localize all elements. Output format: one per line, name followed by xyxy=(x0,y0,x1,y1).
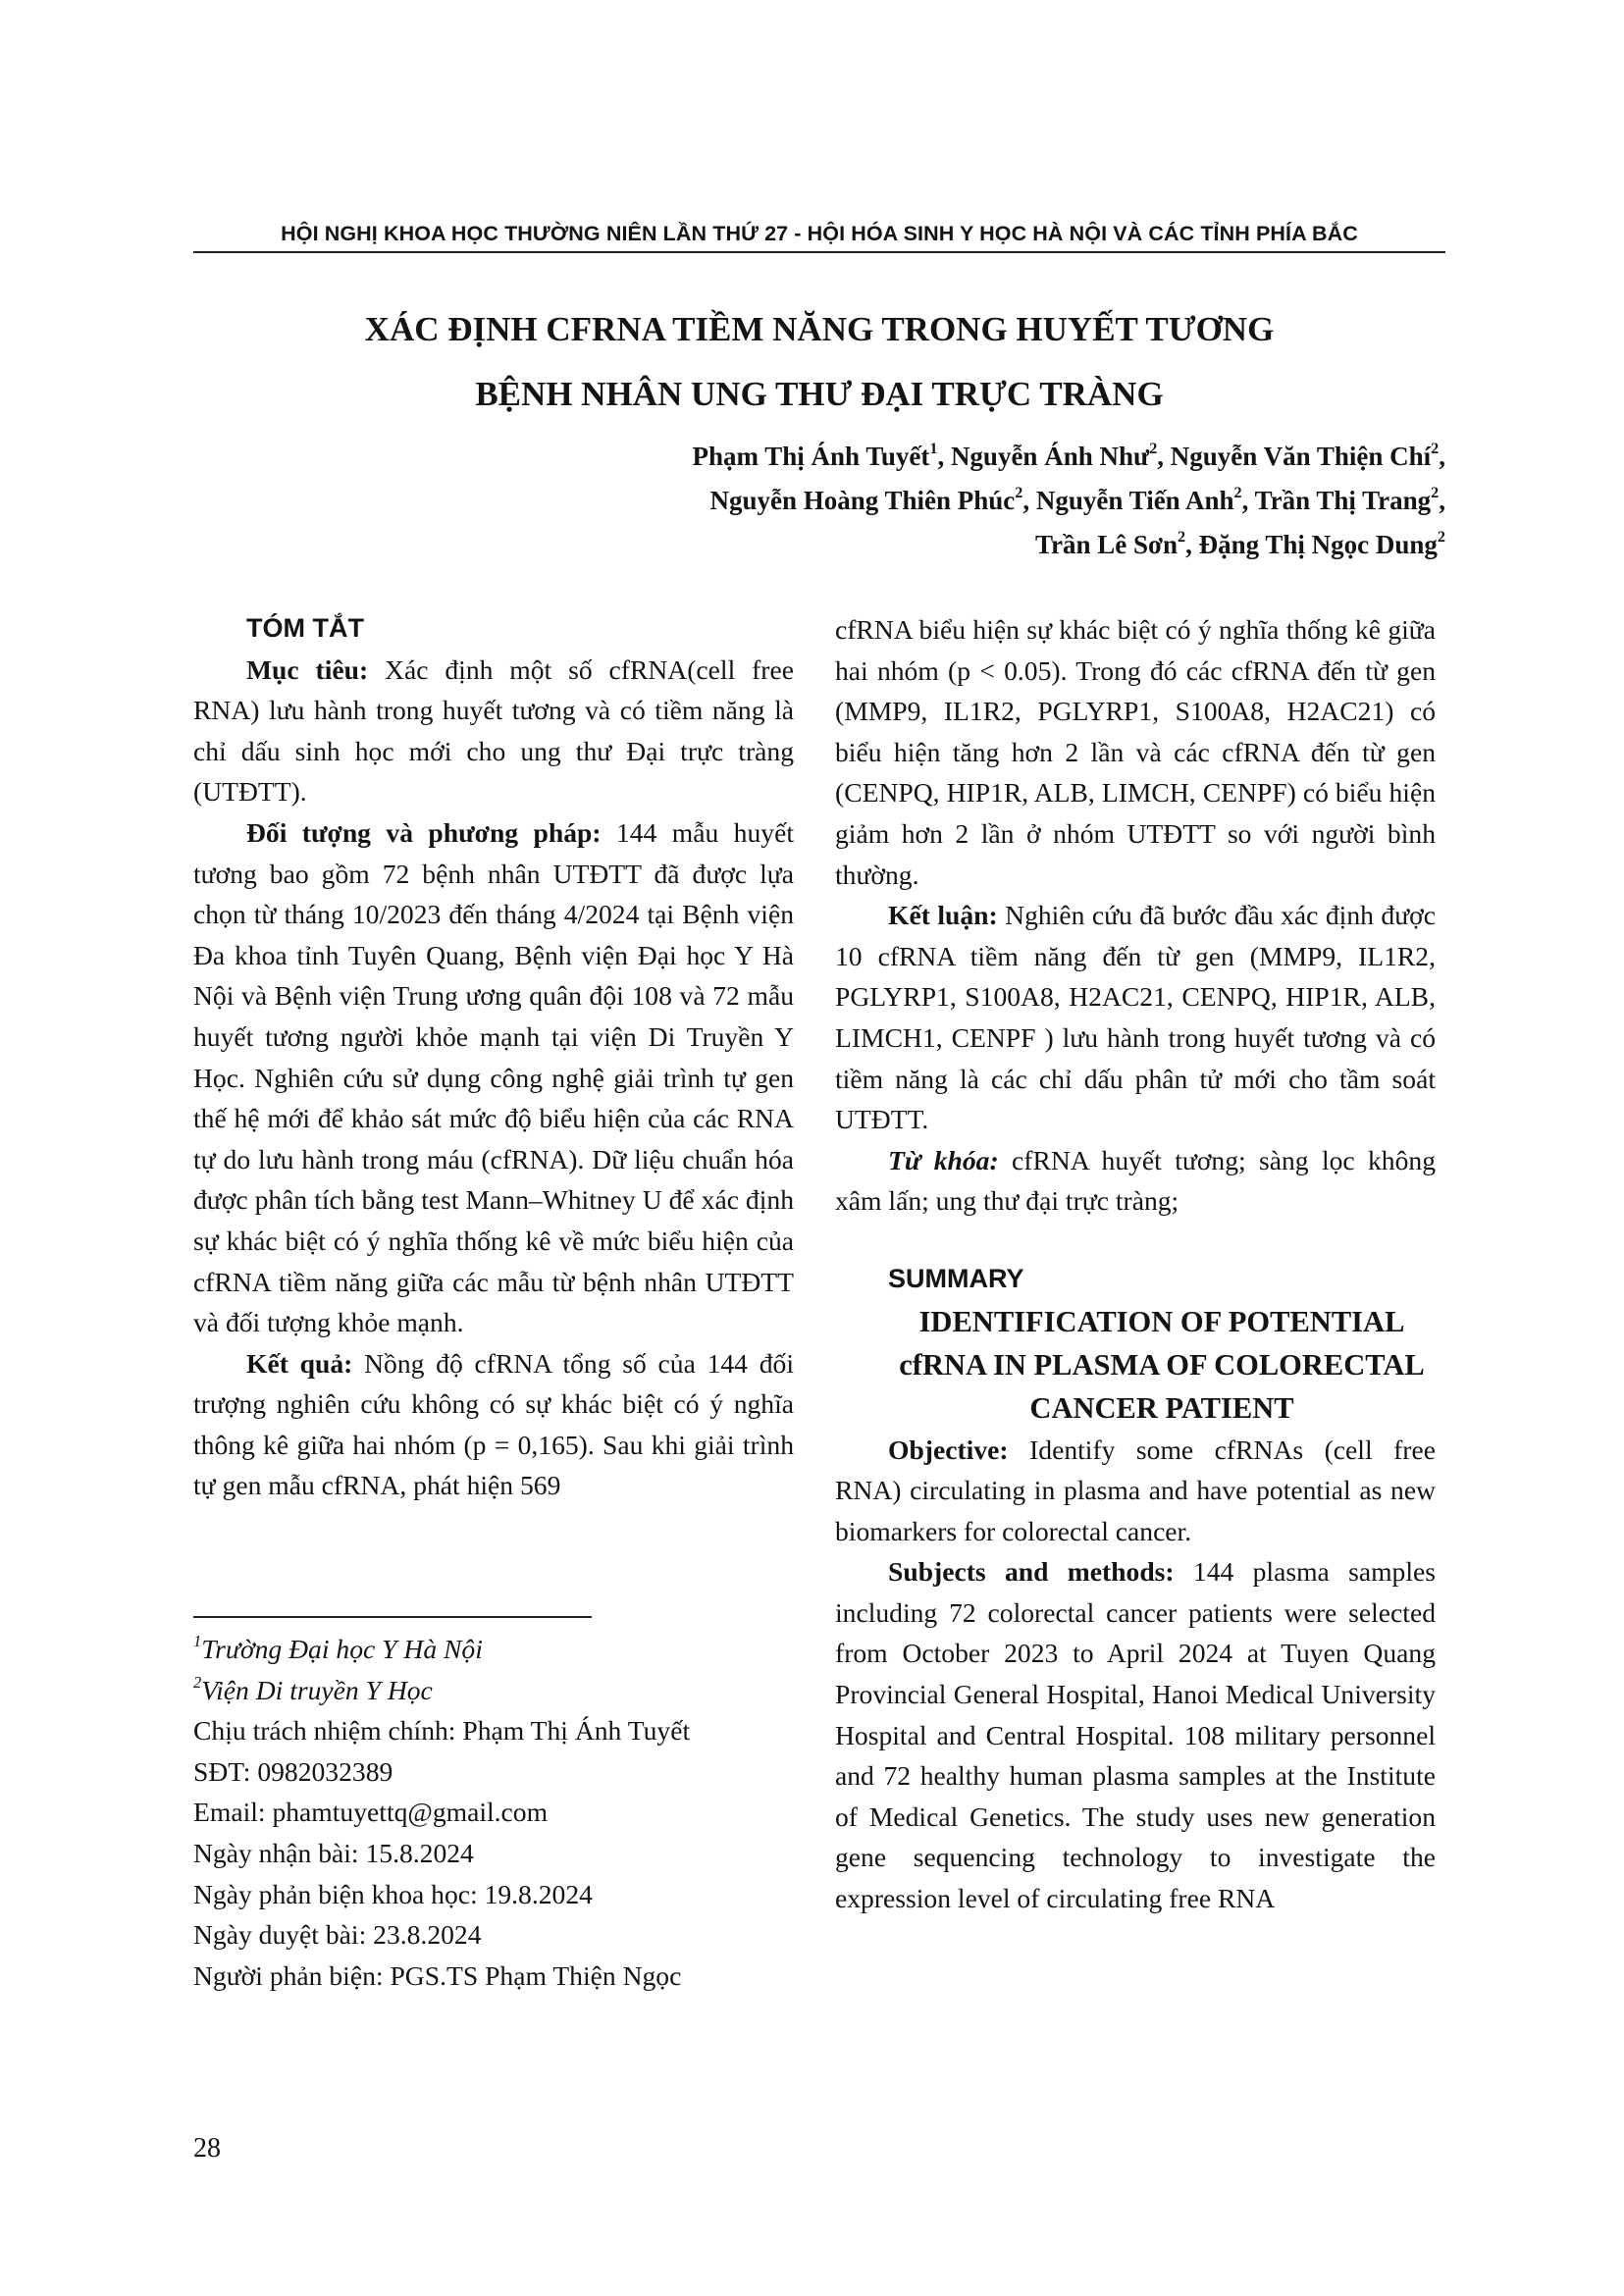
abstract-conclusion xyxy=(835,895,1436,1140)
affiliation-mark: 2 xyxy=(1437,528,1445,547)
summary-methods xyxy=(835,1551,1436,1918)
affiliation-text: Trường Đại học Y Hà Nội xyxy=(201,1634,483,1664)
article-title-line-2: BỆNH NHÂN UNG THƯ ĐẠI TRỰC TRÀNG xyxy=(475,375,1164,413)
abstract-methods xyxy=(193,812,794,1343)
section-spacer xyxy=(835,1222,1436,1259)
page-number: 28 xyxy=(193,2133,221,2164)
summary-objective xyxy=(835,1430,1436,1552)
abstract-results xyxy=(193,1343,794,1506)
abstract-objective xyxy=(193,650,794,812)
affiliation-mark: 2 xyxy=(1431,484,1440,502)
abstract-heading: TÓM TẮT xyxy=(246,613,364,643)
author-list xyxy=(692,435,1445,567)
footnote-rule xyxy=(193,1616,592,1618)
affiliation-mark: 2 xyxy=(1015,484,1023,502)
summary-objective-label: Objective: xyxy=(888,1434,1009,1465)
objective-label: Mục tiêu: xyxy=(246,653,369,685)
author-line-3: Trần Lê Sơn$^2$, Đặng Thị Ngọc Dung$^2$ xyxy=(1035,528,1445,559)
running-header: HỘI NGHỊ KHOA HỌC THƯỜNG NIÊN LẦN THỨ 27 - HỘI HÓA SINH Y HỌC HÀ NỘI VÀ CÁC TỈNH PHÍA BẮC xyxy=(281,222,1358,245)
author-name: Phạm Thị Ánh Tuyết xyxy=(692,442,930,471)
author-name: Trần Lê Sơn xyxy=(1035,530,1178,559)
affiliation-mark: 2 xyxy=(1149,440,1158,458)
affiliation-2 xyxy=(193,1670,821,1711)
keywords-label: Từ khóa: xyxy=(888,1144,999,1175)
footnotes xyxy=(193,1629,821,1996)
phone: SĐT: 0982032389 xyxy=(193,1755,393,1787)
summary-objective-text: Identify some cfRNAs (cell free RNA) circulating in plasma and have potential as new biomarkers for colorectal cancer. xyxy=(835,1434,1436,1546)
affiliation-mark: 2 xyxy=(1431,440,1440,458)
left-column xyxy=(193,608,794,1506)
author-line-1: Phạm Thị Ánh Tuyết$^1$, Nguyễn Ánh Như$^2$, Nguyễn Văn Thiện Chí$^2$, xyxy=(692,440,1445,471)
author-name: Nguyễn Tiến Anh xyxy=(1035,486,1234,515)
author-name: Nguyễn Ánh Như xyxy=(950,442,1150,471)
date-accepted: Ngày duyệt bài: 23.8.2024 xyxy=(193,1919,482,1951)
author-name: Nguyễn Hoàng Thiên Phúc xyxy=(709,486,1016,515)
conclusion-text: Nghiên cứu đã bước đầu xác định được 10 cfRNA tiềm năng đến từ gen (MMP9, IL1R2, PGLYRP1, S100A8, H2AC21, CENPQ, HIP1R, ALB, LIMCH1, CENPF ) lưu hành trong huyết tương và có tiềm năng là các chỉ dấu phân tử mới cho tầm soát UTĐTT. xyxy=(835,900,1436,1135)
reviewer: Người phản biện: PGS.TS Phạm Thiện Ngọc xyxy=(193,1959,682,1991)
article-title xyxy=(193,297,1445,427)
keywords-text: cfRNA huyết tương; sàng lọc không xâm lấn; ung thư đại trực tràng; xyxy=(835,1144,1436,1217)
summary-heading: SUMMARY xyxy=(888,1263,1024,1293)
summary-title-line-1: IDENTIFICATION OF POTENTIAL xyxy=(918,1304,1405,1338)
author-name: Nguyễn Văn Thiện Chí xyxy=(1170,442,1432,471)
affiliation-mark: 1 xyxy=(929,440,938,458)
methods-text: 144 mẫu huyết tương bao gồm 72 bệnh nhân UTĐTT đã được lựa chọn từ tháng 10/2023 đến tháng 4/2024 tại Bệnh viện Đa khoa tỉnh Tuyên Quang, Bệnh viện Đại học Y Hà Nội và Bệnh viện Trung ương quân đội 108 và 72 mẫu huyết tương người khỏe mạnh tại viện Di Truyền Y Học. Nghiên cứu sử dụng công nghệ giải trình tự gen thế hệ mới để khảo sát mức độ biểu hiện của các RNA tự do lưu hành trong máu (cfRNA). Dữ liệu chuẩn hóa được phân tích bằng test Mann–Whitney U để xác định sự khác biệt có ý nghĩa thống kê về mức biểu hiện của cfRNA tiềm năng giữa các mẫu từ bệnh nhân UTĐTT và đối tượng khỏe mạnh. xyxy=(193,816,794,1338)
conclusion-label: Kết luận: xyxy=(888,900,998,931)
author-line-2: Nguyễn Hoàng Thiên Phúc$^2$, Nguyễn Tiến Anh$^2$, Trần Thị Trang$^2$, xyxy=(709,484,1445,515)
summary-title-line-3: CANCER PATIENT xyxy=(1029,1390,1294,1425)
author-name: Đặng Thị Ngọc Dung xyxy=(1198,530,1438,559)
date-received: Ngày nhận bài: 15.8.2024 xyxy=(193,1837,474,1868)
affiliation-1 xyxy=(193,1629,821,1670)
date-reviewed: Ngày phản biện khoa học: 19.8.2024 xyxy=(193,1878,593,1909)
abstract-keywords xyxy=(835,1140,1436,1222)
abstract-results-continued: cfRNA biểu hiện sự khác biệt có ý nghĩa thống kê giữa hai nhóm (p < 0.05). Trong đó các cfRNA đến từ gen (MMP9, IL1R2, PGLYRP1, S100A8, H2AC21) có biểu hiện tăng hơn 2 lần và các cfRNA đến từ gen (CENPQ, HIP1R, ALB, LIMCH, CENPF) có biểu hiện giảm hơn 2 lần ở nhóm UTĐTT so với người bình thường. xyxy=(835,614,1436,890)
article-title-line-1: XÁC ĐỊNH CFRNA TIỀM NĂNG TRONG HUYẾT TƯƠNG xyxy=(364,310,1275,348)
summary-methods-label: Subjects and methods: xyxy=(888,1556,1175,1588)
affiliation-text: Viện Di truyền Y Học xyxy=(201,1674,433,1705)
summary-methods-text: 144 plasma samples including 72 colorectal cancer patients were selected from October 2023 to April 2024 at Tuyen Quang Provincial General Hospital, Hanoi Medical University Hospital and Central Hospital. 108 military personnel and 72 healthy human plasma samples at the Institute of Medical Genetics. The study uses new generation gene sequencing technology to investigate the expression level of circulating free RNA xyxy=(835,1556,1436,1914)
methods-label: Đối tượng và phương pháp: xyxy=(246,816,602,848)
author-name: Trần Thị Trang xyxy=(1254,486,1432,515)
corresponding-author: Chịu trách nhiệm chính: Phạm Thị Ánh Tuyết xyxy=(193,1715,691,1747)
results-text: Nồng độ cfRNA tổng số của 144 đối trượng nghiên cứu không có sự khác biệt có ý nghĩa thông kê giữa hai nhóm (p = 0,165). Sau khi giải trình tự gen mẫu cfRNA, phát hiện 569 xyxy=(193,1347,794,1501)
email: Email: phamtuyettq@gmail.com xyxy=(193,1797,549,1828)
header-rule xyxy=(193,251,1445,253)
right-column xyxy=(835,609,1436,1919)
affiliation-mark: 2 xyxy=(1177,528,1186,547)
affiliation-mark: 2 xyxy=(1233,484,1242,502)
affiliation-mark: 2 xyxy=(193,1672,202,1692)
objective-text: Xác định một số cfRNA(cell free RNA) lưu hành trong huyết tương và có tiềm năng là chỉ dấu sinh học mới cho ung thư Đại trực tràng (UTĐTT). xyxy=(193,653,794,808)
results-label: Kết quả: xyxy=(246,1347,353,1379)
summary-title-line-2: cfRNA IN PLASMA OF COLORECTAL xyxy=(899,1347,1425,1382)
affiliation-mark: 1 xyxy=(193,1632,202,1651)
